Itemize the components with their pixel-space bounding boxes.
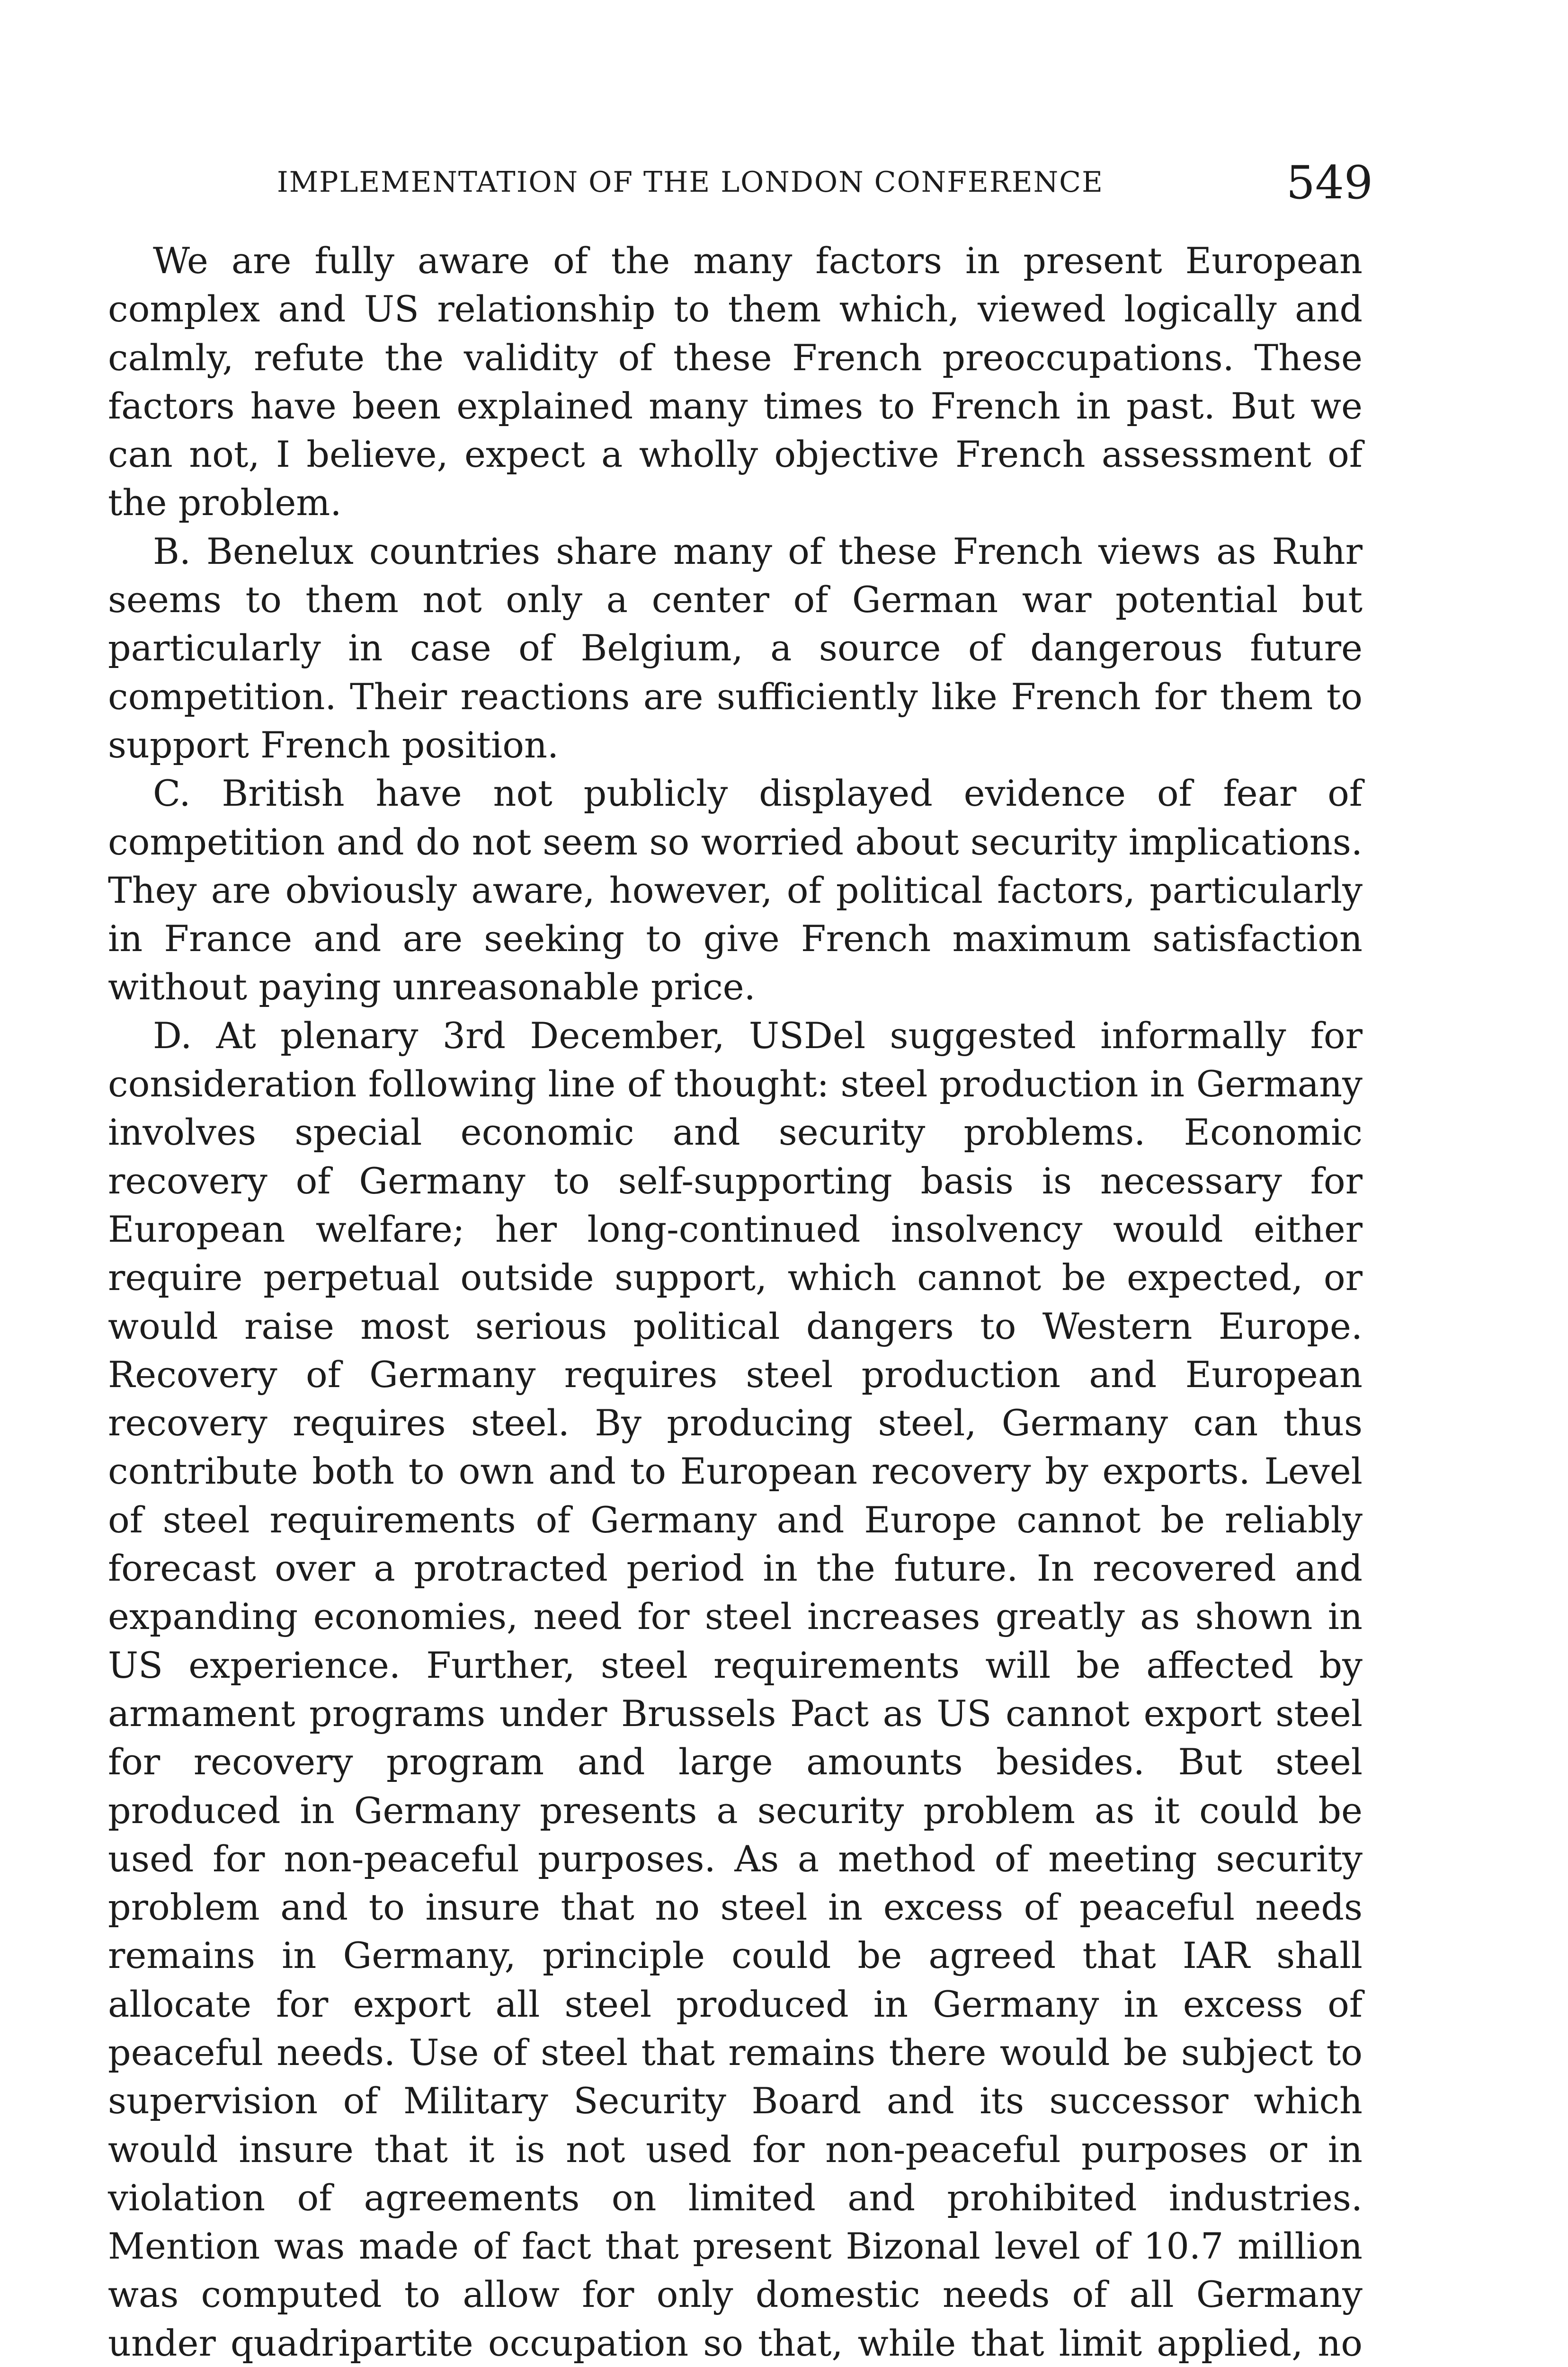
running-head: IMPLEMENTATION OF THE LONDON CONFERENCE (277, 166, 1104, 199)
paragraph-b: B. Benelux countries share many of these French views as Ruhr seems to them not only a center of German war potential but particularly in case of Belgium, a source of dangerous future competition. Their reactions are sufficiently like French for them to support French position. (108, 530, 1363, 766)
page-header (95, 156, 1373, 208)
paragraph-c: C. British have not publicly displayed evidence of fear of competition and do not seem so worried about security implications. They are obviously aware, however, of political factors, particularly in France and are seeking to give French maximum satisfaction without paying unreasonable price. (108, 772, 1363, 1008)
body-text (108, 237, 1363, 2367)
page-number: 549 (1286, 156, 1373, 209)
paragraph-intro: We are fully aware of the many factors in present European complex and US relationship to them which, viewed logically and calmly, refute the validity of these French preoccupations. These factors have been explained many times to French in past. But we can not, I believe, expect a wholly objective French assessment of the problem. (108, 240, 1363, 524)
paragraph-d: D. At plenary 3rd December, USDel suggested informally for consideration following line of thought: steel production in Germany involves special economic and security problems. Economic recovery of Germany to self-supporting basis is necessary for European welfare; her long-continued insolvency would either require perpetual outside support, which cannot be expected, or would raise most serious political dangers to Western Europe. Recovery of Germany requires steel production and European recovery requires steel. By producing steel, Germany can thus contribute both to own and to European recovery by exports. Level of steel requirements of Germany and Europe cannot be reliably forecast over a protracted period in the future. In recovered and expanding economies, need for steel increases greatly as shown in US experience. Further, steel requirements will be affected by armament programs under Brussels Pact as US cannot export steel for recovery program and large amounts besides. But steel produced in Germany presents a security problem as it could be used for non-peaceful purposes. As a method of meeting security problem and to insure that no steel in excess of peaceful needs remains in Germany, principle could be agreed that IAR shall allocate for export all steel produced in Germany in excess of peaceful needs. Use of steel that remains there would be subject to supervision of Military Security Board and its successor which would insure that it is not used for non-peaceful purposes or in violation of agreements on limited and prohibited industries. Mention was made of fact that present Bizonal level of 10.7 million was computed to allow for only domestic needs of all Germany under quadripartite occupation so that, while that limit applied, no (108, 1014, 1363, 2364)
